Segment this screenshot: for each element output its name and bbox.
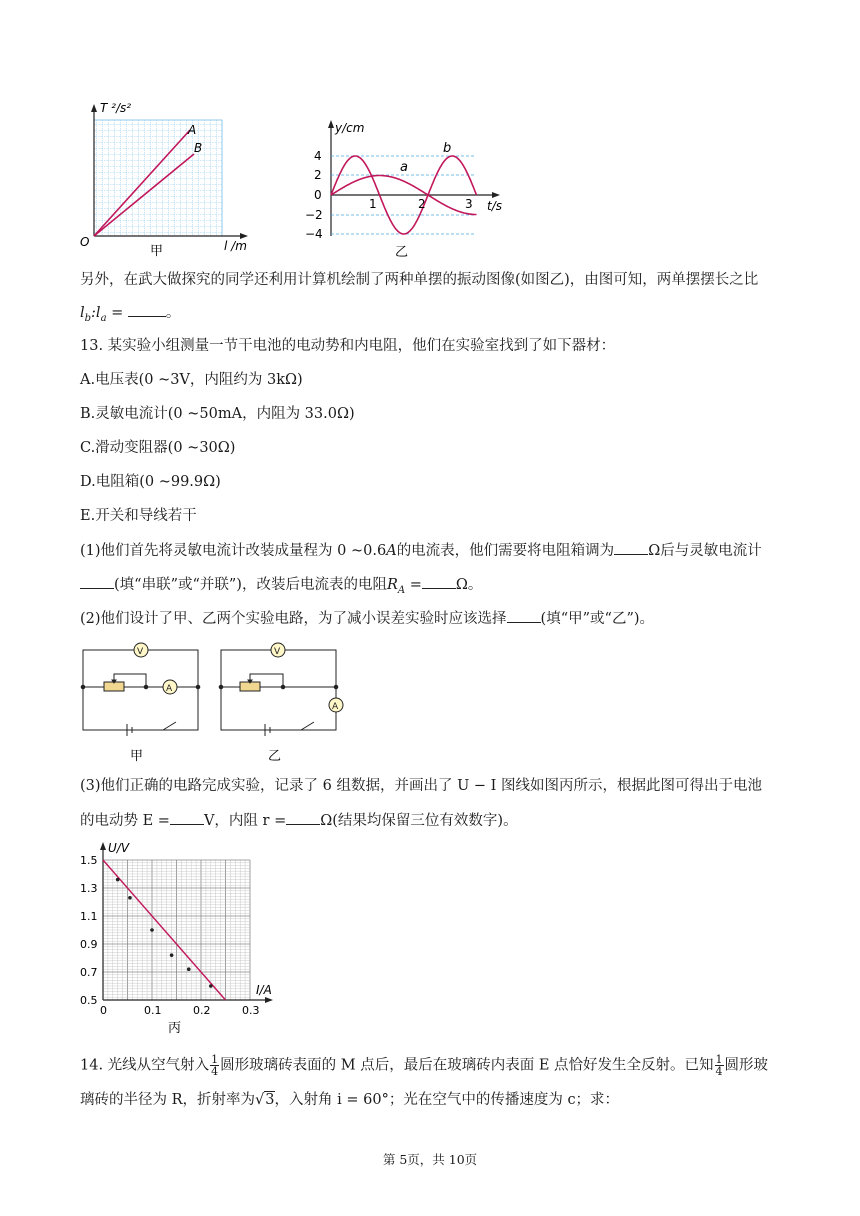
- q13-item-d: D.电阻箱(0 ~99.9Ω): [80, 474, 221, 490]
- figure-caption: 乙: [395, 245, 409, 260]
- x-tick: 1: [369, 197, 377, 211]
- y-axis-label: U/V: [108, 841, 130, 855]
- answer-blank: [170, 810, 204, 825]
- chart-u-i: [78, 838, 298, 1038]
- svg-text:A: A: [166, 684, 173, 694]
- answer-blank: [507, 608, 541, 623]
- x-tick-label: 0.1: [144, 1004, 162, 1017]
- y-tick-label: 0.9: [80, 938, 98, 951]
- q14-line1: 14. 光线从空气射入 $\frac{1}{4}$ 圆形玻璃砖表面的 M 点后，最后在玻璃砖内表面 E 点恰好发生全反射。已知 $\frac{1}{4}$ 圆形玻: [80, 1053, 769, 1078]
- data-point: [170, 953, 174, 957]
- y-tick-label: 1.1: [80, 910, 98, 923]
- line-a-label: A: [188, 123, 197, 137]
- wave-b-label: b: [443, 141, 452, 156]
- y-tick: 0: [314, 188, 322, 202]
- q13-item-a: A.电压表(0 ~3V，内阻约为 3kΩ): [80, 372, 303, 388]
- ratio-label: $l_b:l_a$ =: [80, 305, 124, 324]
- y-tick: −2: [305, 208, 323, 222]
- circuit-yi: [219, 643, 343, 736]
- y-tick-label: 1.5: [80, 854, 98, 867]
- answer-blank: [128, 302, 166, 317]
- q14-line2: 璃砖的半径为 R，折射率为√3，入射角 i = 60°；光在空气中的传播速度为 c；求：: [80, 1092, 620, 1108]
- q13-part1-line2: (填“串联”或“并联”)，改装后电流表的电阻$R_A = \Omega$。: [80, 574, 482, 601]
- data-point: [187, 967, 191, 971]
- q13-part3-line1: (3)他们正确的电路完成实验，记录了 6 组数据，并画出了 U − I 图线如图丙所示，根据此图可得出于电池: [80, 778, 763, 794]
- circuit-diagrams: [78, 642, 348, 767]
- data-point: [209, 984, 213, 988]
- x-tick-label: 0.3: [242, 1004, 260, 1017]
- y-tick-label: 0.7: [80, 966, 98, 979]
- q13-part2: (2)他们设计了甲、乙两个实验电路，为了减小误差实验时应该选择 (填“甲”或“乙”)。: [80, 608, 654, 629]
- answer-blank: [614, 540, 648, 555]
- y-tick: 4: [314, 149, 322, 163]
- figure-caption: 甲: [150, 244, 164, 259]
- page-footer: 第 5页，共 10页: [382, 1152, 478, 1167]
- q12-text-line2: $l_b:l_a$ = 。: [80, 302, 180, 329]
- svg-text:V: V: [137, 647, 144, 657]
- q13-part3-line2: 的电动势 E = V，内阻 r = Ω(结果均保留三位有效数字)。: [80, 810, 518, 831]
- q13-item-c: C.滑动变阻器(0 ~30Ω): [80, 440, 236, 456]
- line-b-label: B: [194, 141, 203, 155]
- answer-blank: [422, 574, 456, 589]
- y-axis-label: y/cm: [335, 121, 365, 135]
- svg-text:A: A: [332, 702, 339, 712]
- x-tick: 3: [465, 197, 473, 211]
- q12-text-line1: 另外，在武大做探究的同学还利用计算机绘制了两种单摆的振动图像(如图乙)，由图可知，两单摆摆长之比: [80, 272, 759, 288]
- x-tick-label: 0: [100, 1004, 107, 1017]
- figure-caption: 丙: [168, 1021, 182, 1036]
- data-point: [128, 896, 132, 900]
- figure-jia: [78, 100, 258, 260]
- q13-item-b: B.灵敏电流计(0 ~50mA，内阻为 33.0Ω): [80, 406, 355, 422]
- y-tick: 2: [314, 168, 322, 182]
- q13-part1-line1: (1)他们首先将灵敏电流计改装成量程为 0 ~0.6A的电流表，他们需要将电阻箱调为 Ω后与灵敏电流计: [80, 540, 762, 561]
- x-tick: 2: [418, 197, 426, 211]
- figure-yi: [305, 118, 520, 263]
- x-axis-label: l /m: [224, 239, 247, 253]
- wave-a-label: a: [400, 160, 408, 175]
- y-axis-label: T ²/s²: [100, 101, 132, 115]
- circuit-caption: 乙: [268, 749, 282, 764]
- q13-item-e: E.开关和导线若干: [80, 508, 197, 524]
- x-axis-label: t/s: [487, 199, 502, 213]
- origin-label: O: [80, 235, 90, 249]
- x-tick-label: 0.2: [193, 1004, 211, 1017]
- svg-text:V: V: [274, 647, 281, 657]
- y-tick-label: 1.3: [80, 882, 98, 895]
- y-tick: −4: [305, 227, 323, 241]
- data-point: [150, 928, 154, 932]
- answer-blank: [286, 810, 320, 825]
- data-point: [116, 878, 120, 882]
- y-tick-label: 0.5: [80, 994, 98, 1007]
- answer-blank: [80, 574, 114, 589]
- circuit-caption: 甲: [130, 749, 144, 764]
- q13-intro: 13. 某实验小组测量一节干电池的电动势和内电阻，他们在实验室找到了如下器材：: [80, 338, 616, 354]
- x-axis-label: I/A: [256, 983, 272, 997]
